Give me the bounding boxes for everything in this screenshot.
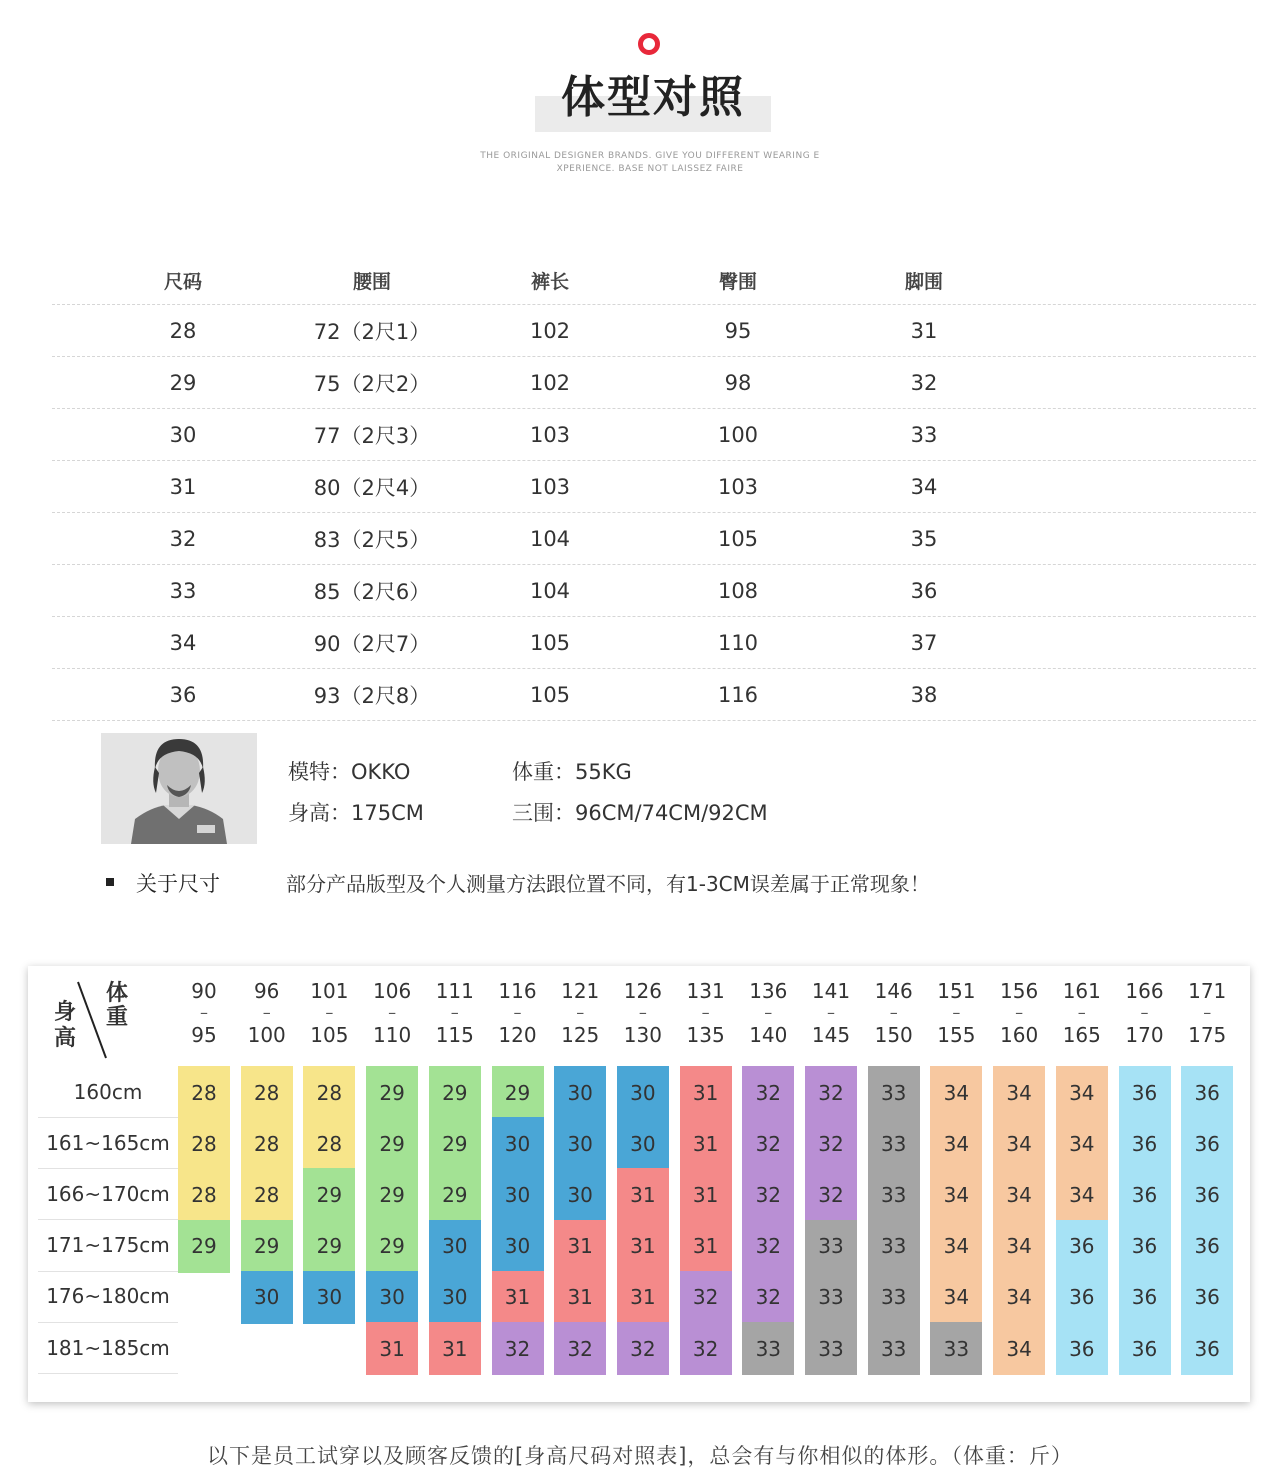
model-measurements: 三围：96CM/74CM/92CM xyxy=(512,801,768,825)
size-cell: 31 xyxy=(617,1220,669,1273)
size-cell: 36 xyxy=(1056,1220,1108,1273)
weight-range-dash: – xyxy=(325,1003,334,1022)
weight-range-max: 130 xyxy=(623,1023,662,1047)
size-cell: 31 xyxy=(429,1322,481,1375)
size-cell: 28 xyxy=(241,1117,293,1170)
size-cell: 28 xyxy=(178,1168,230,1221)
size-table-cell: 103 xyxy=(529,422,571,447)
weight-range-header xyxy=(803,980,859,1046)
size-cell: 33 xyxy=(868,1168,920,1221)
size-table-cell: 72（2尺1） xyxy=(313,319,431,344)
weight-range-min: 116 xyxy=(498,979,537,1003)
size-cell: 36 xyxy=(1119,1117,1171,1170)
size-cell: 31 xyxy=(617,1271,669,1324)
size-cell: 29 xyxy=(303,1220,355,1273)
size-cell: 34 xyxy=(993,1066,1045,1119)
size-table-cell: 85（2尺6） xyxy=(313,579,431,604)
weight-range-max: 110 xyxy=(373,1023,412,1047)
weight-range-header xyxy=(364,980,420,1046)
size-cell: 34 xyxy=(1056,1168,1108,1221)
size-table-cell: 93（2尺8） xyxy=(313,683,431,708)
weight-range-min: 96 xyxy=(253,979,280,1003)
weight-range-max: 175 xyxy=(1188,1023,1227,1047)
weight-range-min: 166 xyxy=(1125,979,1164,1003)
weight-range-header xyxy=(239,980,295,1046)
weight-range-max: 105 xyxy=(310,1023,349,1047)
weight-range-header xyxy=(866,980,922,1046)
size-cell: 33 xyxy=(805,1322,857,1375)
size-table-cell: 90（2尺7） xyxy=(313,631,431,656)
weight-range-header xyxy=(176,980,232,1046)
weight-range-header xyxy=(427,980,483,1046)
size-note-title: 关于尺寸 xyxy=(136,872,220,896)
size-cell: 36 xyxy=(1119,1220,1171,1273)
height-row-label: 176~180cm xyxy=(38,1271,178,1323)
weight-range-max: 170 xyxy=(1125,1023,1164,1047)
weight-range-max: 145 xyxy=(811,1023,851,1047)
weight-range-min: 161 xyxy=(1062,979,1101,1003)
size-cell: 33 xyxy=(805,1220,857,1273)
corner-slash-icon xyxy=(76,980,110,1060)
size-note-text: 部分产品版型及个人测量方法跟位置不同，有1-3CM误差属于正常现象！ xyxy=(286,872,930,896)
weight-range-max: 150 xyxy=(874,1023,913,1047)
size-table-cell: 95 xyxy=(724,318,752,343)
size-cell: 34 xyxy=(930,1066,982,1119)
size-cell: 29 xyxy=(366,1168,418,1221)
size-table-cell: 33 xyxy=(169,578,197,603)
size-cell: 30 xyxy=(303,1271,355,1324)
weight-range-min: 151 xyxy=(937,979,976,1003)
size-cell: 34 xyxy=(1056,1066,1108,1119)
size-table-row xyxy=(52,461,1256,513)
size-cell: 29 xyxy=(303,1168,355,1221)
weight-range-header xyxy=(615,980,671,1046)
size-cell: 36 xyxy=(1181,1168,1233,1221)
weight-range-max: 120 xyxy=(498,1023,537,1047)
size-cell: 32 xyxy=(554,1322,606,1375)
size-table-header xyxy=(52,256,1256,305)
model-height: 身高：175CM xyxy=(288,801,424,825)
height-row-label: 166~170cm xyxy=(38,1168,178,1220)
size-cell: 34 xyxy=(930,1271,982,1324)
size-cell: 36 xyxy=(1119,1168,1171,1221)
size-cell: 36 xyxy=(1181,1066,1233,1119)
size-table-cell: 34 xyxy=(169,630,197,655)
model-weight: 体重：55KG xyxy=(512,760,632,784)
size-cell: 28 xyxy=(178,1066,230,1119)
size-table-cell: 110 xyxy=(717,630,759,655)
height-row-label: 161~165cm xyxy=(38,1117,178,1169)
size-cell: 36 xyxy=(1119,1066,1171,1119)
size-cell: 34 xyxy=(993,1117,1045,1170)
size-table-cell: 30 xyxy=(169,422,197,447)
weight-range-header xyxy=(1179,980,1235,1046)
subtitle-line-2: XPERIENCE. BASE NOT LAISSEZ FAIRE xyxy=(556,164,744,174)
size-cell: 34 xyxy=(993,1168,1045,1221)
model-name: 模特：OKKO xyxy=(288,760,411,784)
size-table-cell: 105 xyxy=(529,682,571,707)
size-cell: 30 xyxy=(492,1168,544,1221)
size-cell: 31 xyxy=(617,1168,669,1221)
size-table-cell: 103 xyxy=(529,474,571,499)
weight-range-dash: – xyxy=(952,1003,961,1022)
weight-range-max: 115 xyxy=(435,1023,474,1047)
weight-range-header xyxy=(740,980,796,1046)
model-photo xyxy=(101,733,257,844)
size-cell: 33 xyxy=(868,1117,920,1170)
size-cell: 34 xyxy=(930,1117,982,1170)
size-cell: 33 xyxy=(868,1066,920,1119)
size-cell: 28 xyxy=(303,1117,355,1170)
weight-range-max: 140 xyxy=(749,1023,788,1047)
weight-range-max: 155 xyxy=(937,1023,976,1047)
size-table-cell: 77（2尺3） xyxy=(313,423,431,448)
size-cell: 32 xyxy=(742,1168,794,1221)
size-cell: 29 xyxy=(366,1220,418,1273)
weight-range-min: 141 xyxy=(811,979,851,1003)
weight-range-min: 126 xyxy=(623,979,662,1003)
weight-range-min: 111 xyxy=(435,979,474,1003)
size-table-cell: 100 xyxy=(717,422,759,447)
weight-range-min: 106 xyxy=(373,979,412,1003)
weight-range-header xyxy=(678,980,734,1046)
size-table-cell: 108 xyxy=(717,578,759,603)
size-cell: 36 xyxy=(1056,1271,1108,1324)
height-row-label: 160cm xyxy=(38,1066,178,1118)
size-cell: 32 xyxy=(680,1322,732,1375)
size-table-cell: 83（2尺5） xyxy=(313,527,431,552)
size-table-cell: 80（2尺4） xyxy=(313,475,431,500)
size-cell: 29 xyxy=(429,1168,481,1221)
size-table-cell: 104 xyxy=(529,578,571,603)
weight-range-dash: – xyxy=(576,1003,585,1022)
size-table-cell: 35 xyxy=(910,526,938,551)
size-cell: 29 xyxy=(366,1066,418,1119)
size-table-row xyxy=(52,513,1256,565)
footer-text: 以下是员工试穿以及顾客反馈的[身高尺码对照表]，总会有与你相似的体形。（体重：斤） xyxy=(207,1444,1073,1468)
size-cell: 29 xyxy=(241,1220,293,1273)
size-cell: 36 xyxy=(1181,1117,1233,1170)
size-table-cell: 102 xyxy=(529,370,571,395)
weight-range-dash: – xyxy=(827,1003,835,1022)
size-table-cell: 75（2尺2） xyxy=(313,371,431,396)
size-table-cell: 34 xyxy=(910,474,938,499)
weight-range-header xyxy=(991,980,1047,1046)
size-cell: 34 xyxy=(1056,1117,1108,1170)
size-cell: 29 xyxy=(366,1117,418,1170)
size-table-row xyxy=(52,617,1256,669)
size-cell: 32 xyxy=(805,1066,857,1119)
size-table-row xyxy=(52,305,1256,357)
size-cell: 30 xyxy=(429,1271,481,1324)
size-table-cell: 32 xyxy=(910,370,938,395)
height-row-label: 171~175cm xyxy=(38,1220,178,1272)
size-cell: 32 xyxy=(492,1322,544,1375)
size-cell: 30 xyxy=(617,1117,669,1170)
size-cell: 31 xyxy=(680,1117,732,1170)
size-cell: 30 xyxy=(492,1220,544,1273)
size-cell: 36 xyxy=(1056,1322,1108,1375)
weight-range-max: 135 xyxy=(686,1023,725,1047)
weight-range-dash: – xyxy=(450,1003,459,1022)
size-cell: 32 xyxy=(805,1117,857,1170)
size-cell: 31 xyxy=(492,1271,544,1324)
size-cell: 29 xyxy=(492,1066,544,1119)
size-table-cell: 104 xyxy=(529,526,571,551)
weight-range-min: 136 xyxy=(749,979,788,1003)
size-table-cell: 32 xyxy=(169,526,197,551)
weight-range-dash: – xyxy=(388,1003,397,1022)
size-cell: 32 xyxy=(742,1117,794,1170)
size-table-header-cell: 尺码 xyxy=(163,270,202,293)
size-cell: 36 xyxy=(1119,1271,1171,1324)
weight-range-dash: – xyxy=(1077,1003,1086,1022)
weight-range-max: 165 xyxy=(1062,1023,1101,1047)
weight-range-dash: – xyxy=(1015,1003,1024,1022)
size-cell: 33 xyxy=(805,1271,857,1324)
weight-range-dash: – xyxy=(638,1003,647,1022)
weight-range-min: 90 xyxy=(191,979,217,1003)
size-cell: 34 xyxy=(993,1271,1045,1324)
size-table-header-cell: 臀围 xyxy=(718,270,757,293)
size-cell: 30 xyxy=(429,1220,481,1273)
weight-range-max: 160 xyxy=(1000,1023,1039,1047)
size-cell: 32 xyxy=(617,1322,669,1375)
weight-range-dash: – xyxy=(262,1003,271,1022)
size-table-cell: 105 xyxy=(717,526,759,551)
size-cell: 30 xyxy=(366,1271,418,1324)
weight-range-dash: – xyxy=(701,1003,710,1022)
size-table-cell: 33 xyxy=(910,422,938,447)
size-cell: 33 xyxy=(742,1322,794,1375)
size-cell: 33 xyxy=(868,1271,920,1324)
size-cell: 30 xyxy=(241,1271,293,1324)
size-cell: 32 xyxy=(805,1168,857,1221)
size-cell: 31 xyxy=(680,1066,732,1119)
weight-range-header xyxy=(928,980,984,1046)
size-table-cell: 116 xyxy=(717,682,759,707)
subtitle xyxy=(440,150,860,176)
height-size-grid xyxy=(28,966,1250,1402)
weight-range-header xyxy=(1054,980,1110,1046)
size-table-cell: 105 xyxy=(529,630,571,655)
subtitle-line-1: THE ORIGINAL DESIGNER BRANDS. GIVE YOU DIFFERENT WEARING E xyxy=(480,151,820,161)
size-cell: 33 xyxy=(868,1220,920,1273)
size-cell: 32 xyxy=(742,1271,794,1324)
weight-range-max: 95 xyxy=(191,1023,217,1047)
size-cell: 30 xyxy=(617,1066,669,1119)
weight-range-max: 125 xyxy=(561,1023,600,1047)
weight-range-dash: – xyxy=(513,1003,522,1022)
size-table-cell: 31 xyxy=(910,318,938,343)
weight-range-min: 146 xyxy=(874,979,913,1003)
size-cell: 32 xyxy=(680,1271,732,1324)
size-cell: 31 xyxy=(680,1220,732,1273)
size-cell: 30 xyxy=(554,1066,606,1119)
size-cell: 31 xyxy=(680,1168,732,1221)
size-table-row xyxy=(52,357,1256,409)
weight-range-dash: – xyxy=(1203,1003,1212,1022)
size-cell: 33 xyxy=(868,1322,920,1375)
size-table-row xyxy=(52,565,1256,617)
size-table-row xyxy=(52,409,1256,461)
note-bullet-icon xyxy=(106,878,114,886)
size-cell: 30 xyxy=(554,1168,606,1221)
model-avatar-icon xyxy=(101,733,257,844)
size-table-header-cell: 脚围 xyxy=(904,270,943,293)
weight-range-header xyxy=(301,980,357,1046)
size-cell: 31 xyxy=(554,1220,606,1273)
page-title: 体型对照 xyxy=(561,72,745,123)
size-cell: 29 xyxy=(178,1220,230,1273)
size-cell: 33 xyxy=(930,1322,982,1375)
size-table-cell: 36 xyxy=(910,578,938,603)
size-table-cell: 29 xyxy=(169,370,197,395)
weight-range-dash: – xyxy=(889,1003,898,1022)
weight-range-min: 101 xyxy=(310,979,349,1003)
size-cell: 34 xyxy=(993,1220,1045,1273)
size-table-cell: 28 xyxy=(169,318,197,343)
size-cell: 32 xyxy=(742,1220,794,1273)
size-cell: 36 xyxy=(1119,1322,1171,1375)
size-table-header-cell: 裤长 xyxy=(530,270,569,293)
weight-range-dash: – xyxy=(200,1003,208,1022)
size-table-cell: 103 xyxy=(717,474,759,499)
size-cell: 31 xyxy=(366,1322,418,1375)
weight-range-header xyxy=(552,980,608,1046)
size-table-cell: 102 xyxy=(529,318,571,343)
size-cell: 30 xyxy=(554,1117,606,1170)
size-cell: 29 xyxy=(429,1117,481,1170)
height-row-label: 181~185cm xyxy=(38,1322,178,1374)
weight-range-max: 100 xyxy=(247,1023,286,1047)
size-cell: 28 xyxy=(241,1066,293,1119)
size-cell: 28 xyxy=(241,1168,293,1221)
weight-range-min: 156 xyxy=(1000,979,1039,1003)
size-table-cell: 37 xyxy=(910,630,938,655)
size-cell: 29 xyxy=(429,1066,481,1119)
size-cell: 34 xyxy=(930,1220,982,1273)
corner-weight-label: 体重 xyxy=(106,981,129,1030)
weight-range-min: 171 xyxy=(1188,979,1227,1003)
weight-range-min: 131 xyxy=(686,979,725,1003)
size-cell: 34 xyxy=(930,1168,982,1221)
size-cell: 28 xyxy=(178,1117,230,1170)
weight-range-header xyxy=(1117,980,1173,1046)
weight-range-min: 121 xyxy=(561,979,600,1003)
size-cell: 30 xyxy=(492,1117,544,1170)
weight-range-dash: – xyxy=(1140,1003,1149,1022)
weight-range-dash: – xyxy=(764,1003,773,1022)
size-table-row xyxy=(52,669,1256,721)
size-table-cell: 38 xyxy=(910,682,938,707)
size-table-header-cell: 腰围 xyxy=(352,270,391,293)
size-table-cell: 31 xyxy=(169,474,197,499)
size-table-cell: 36 xyxy=(169,682,197,707)
size-cell: 36 xyxy=(1181,1322,1233,1375)
size-cell: 28 xyxy=(303,1066,355,1119)
size-cell: 36 xyxy=(1181,1220,1233,1273)
size-cell: 32 xyxy=(742,1066,794,1119)
size-table-cell: 98 xyxy=(724,370,752,395)
weight-range-header xyxy=(490,980,546,1046)
size-table xyxy=(52,256,1256,721)
size-cell: 34 xyxy=(993,1322,1045,1375)
title-circle-icon xyxy=(638,33,660,55)
corner-height-label: 身高 xyxy=(54,1000,77,1051)
size-cell: 36 xyxy=(1181,1271,1233,1324)
size-cell: 31 xyxy=(554,1271,606,1324)
